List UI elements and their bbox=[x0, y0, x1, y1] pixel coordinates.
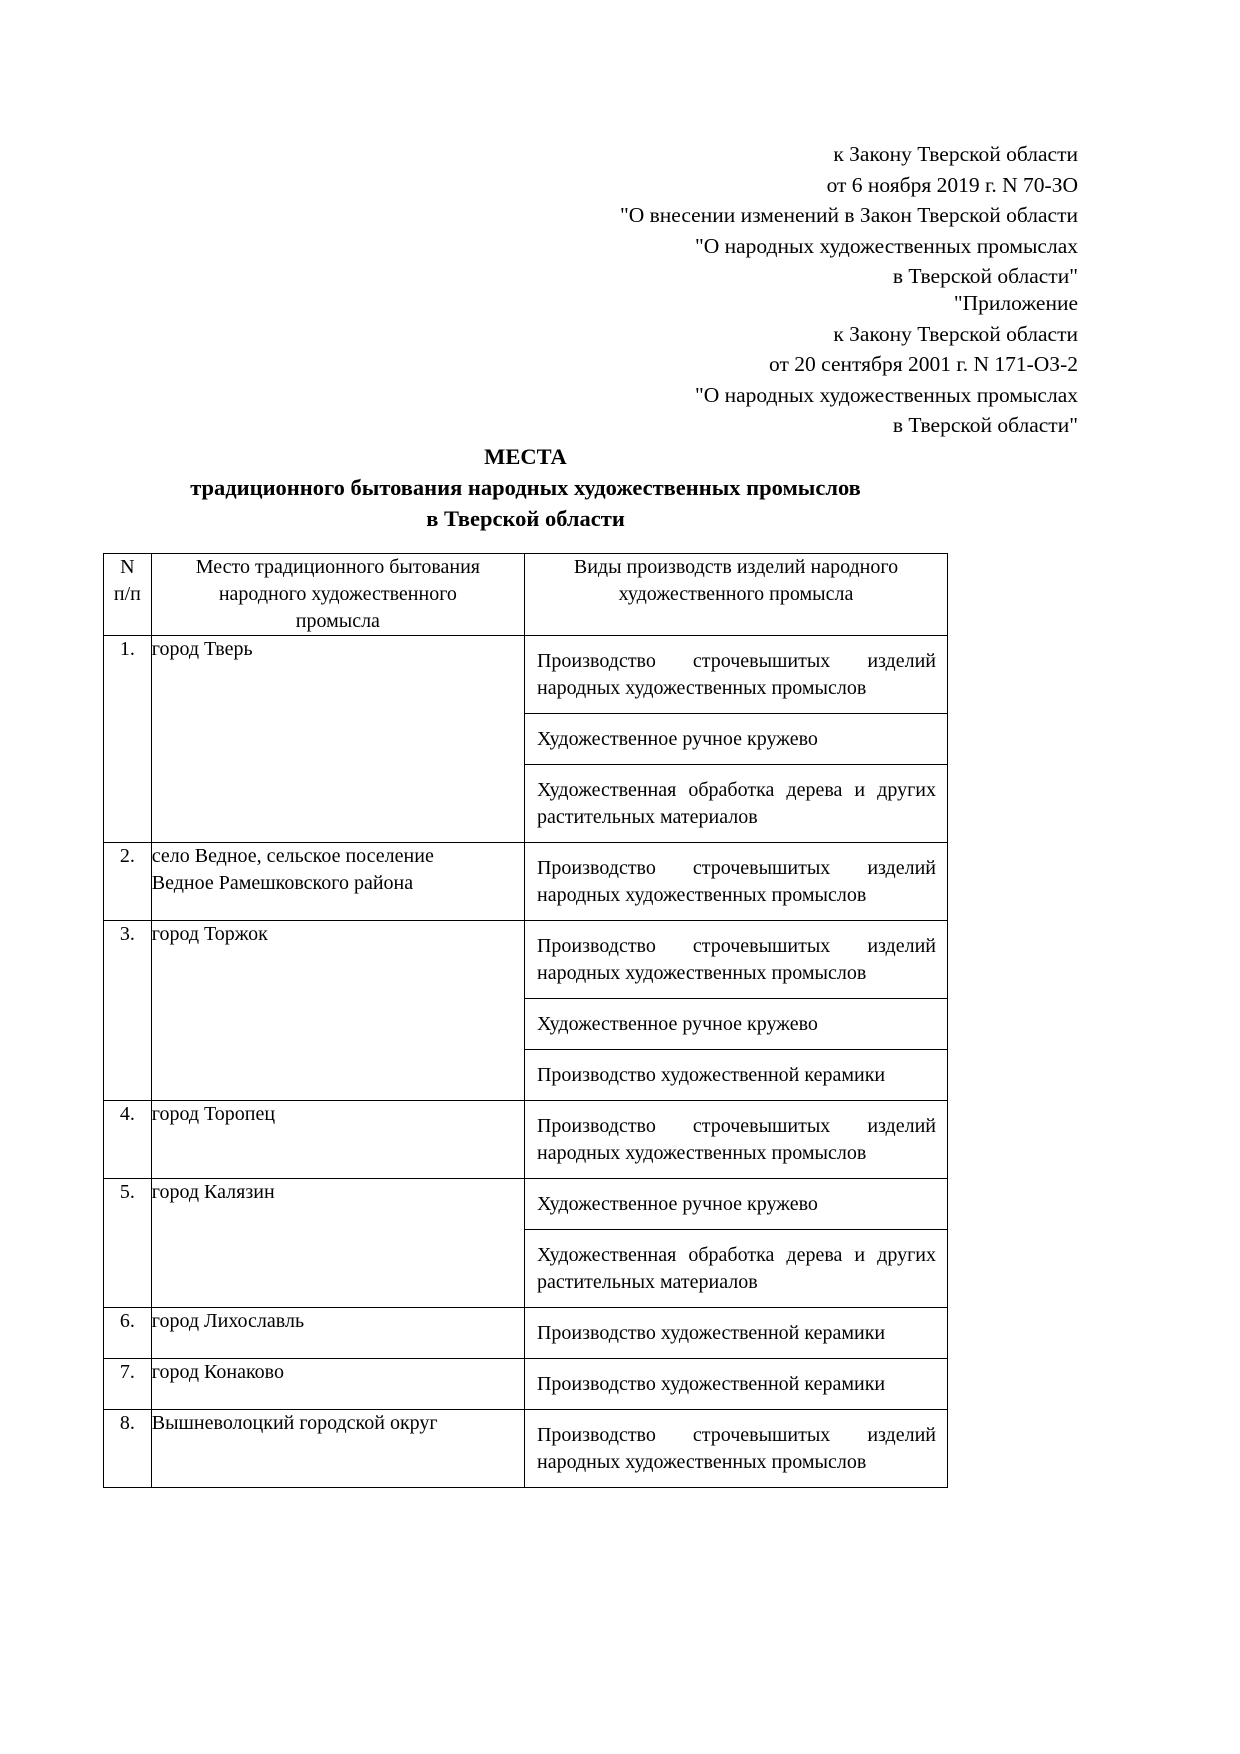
row-number-cell: 4. bbox=[104, 1101, 152, 1179]
document-title bbox=[103, 441, 948, 534]
kind-row bbox=[525, 1050, 947, 1101]
row-number-cell: 2. bbox=[104, 843, 152, 921]
column-header-line: Место традиционного бытования bbox=[195, 556, 480, 578]
place-cell bbox=[151, 1359, 524, 1410]
place-line: город Лихославль bbox=[151, 1310, 305, 1332]
table-header bbox=[104, 554, 948, 636]
kind-text: Художественная обработка дерева и других растительных материалов bbox=[536, 1244, 936, 1293]
kind-text: Производство художественной керамики bbox=[536, 1322, 886, 1344]
place-line: город Тверь bbox=[151, 638, 253, 660]
kind-row bbox=[525, 1410, 947, 1487]
kinds-cell bbox=[524, 843, 947, 921]
column-header-line: промысла bbox=[295, 610, 380, 632]
place-line: город Калязин bbox=[151, 1181, 275, 1203]
kinds-cell bbox=[524, 1410, 947, 1488]
kind-text: Производство художественной керамики bbox=[536, 1373, 886, 1395]
place-cell bbox=[151, 1179, 524, 1308]
column-header-number bbox=[104, 554, 152, 636]
kind-text: Производство строчевышитых изделий народных художественных промыслов bbox=[536, 857, 936, 906]
kind-row bbox=[525, 1101, 947, 1178]
table-row bbox=[104, 636, 948, 843]
kinds-cell bbox=[524, 1101, 947, 1179]
kind-text: Художественная обработка дерева и других растительных материалов bbox=[536, 779, 936, 828]
table-row bbox=[104, 1101, 948, 1179]
place-line: Вышневолоцкий городской округ bbox=[151, 1412, 438, 1434]
kinds-list bbox=[525, 1410, 947, 1487]
table-row bbox=[104, 1410, 948, 1488]
kinds-cell bbox=[524, 636, 947, 843]
kind-row bbox=[525, 1230, 947, 1308]
reference-line: в Тверской области" bbox=[892, 413, 1078, 437]
place-cell bbox=[151, 1410, 524, 1488]
kind-row bbox=[525, 921, 947, 999]
reference-line: от 6 ноября 2019 г. N 70-ЗО bbox=[826, 172, 1078, 197]
places-table bbox=[103, 553, 948, 1488]
place-cell bbox=[151, 921, 524, 1101]
kind-row bbox=[525, 714, 947, 765]
row-number-cell: 3. bbox=[104, 921, 152, 1101]
row-number-cell: 7. bbox=[104, 1359, 152, 1410]
kind-row bbox=[525, 636, 947, 714]
column-header-line: народного художественного bbox=[218, 583, 457, 605]
column-header-kind bbox=[524, 554, 947, 636]
place-line: село Ведное, сельское поселение bbox=[151, 845, 434, 867]
kind-text: Производство строчевышитых изделий народных художественных промыслов bbox=[525, 636, 947, 714]
kind-row bbox=[525, 1359, 947, 1409]
kind-row bbox=[525, 1179, 947, 1230]
place-cell bbox=[151, 1101, 524, 1179]
reference-line: в Тверской области" bbox=[892, 264, 1078, 288]
title-main: МЕСТА bbox=[484, 444, 567, 469]
reference-line: к Закону Тверской области bbox=[833, 321, 1078, 346]
table-row bbox=[104, 1359, 948, 1410]
row-number-cell: 1. bbox=[104, 636, 152, 843]
kind-text: Художественное ручное кружево bbox=[525, 714, 947, 765]
table-row bbox=[104, 1179, 948, 1308]
kind-text: Художественное ручное кружево bbox=[525, 999, 947, 1050]
column-header-line: N bbox=[120, 556, 135, 578]
kinds-list bbox=[525, 921, 947, 1100]
kinds-list bbox=[525, 1179, 947, 1307]
kinds-cell bbox=[524, 1359, 947, 1410]
table-row bbox=[104, 1308, 948, 1359]
kind-row bbox=[525, 999, 947, 1050]
row-number-cell: 6. bbox=[104, 1308, 152, 1359]
title-subline: традиционного бытования народных художественных промыслов bbox=[190, 475, 861, 500]
row-number-cell: 8. bbox=[104, 1410, 152, 1488]
reference-line: к Закону Тверской области bbox=[833, 142, 1078, 166]
reference-line: "О народных художественных промыслах bbox=[694, 233, 1078, 258]
reference-line: "О народных художественных промыслах bbox=[694, 382, 1078, 407]
kinds-cell bbox=[524, 1179, 947, 1308]
kind-row bbox=[525, 843, 947, 920]
appendix-reference bbox=[695, 288, 1078, 441]
table-row bbox=[104, 843, 948, 921]
table-header-row bbox=[104, 554, 948, 636]
kinds-list bbox=[525, 1101, 947, 1178]
reference-line: "О внесении изменений в Закон Тверской области bbox=[619, 203, 1078, 227]
kind-row bbox=[525, 765, 947, 843]
reference-line: от 20 сентября 2001 г. N 171-ОЗ-2 bbox=[769, 352, 1078, 376]
place-cell bbox=[151, 1308, 524, 1359]
kind-text: Производство строчевышитых изделий народных художественных промыслов bbox=[536, 1115, 936, 1164]
place-line: город Торжок bbox=[151, 923, 268, 945]
column-header-place bbox=[151, 554, 524, 636]
table-body bbox=[104, 636, 948, 1488]
place-cell bbox=[151, 843, 524, 921]
kinds-list bbox=[525, 1308, 947, 1358]
kinds-cell bbox=[524, 921, 947, 1101]
column-header-line: п/п bbox=[113, 583, 141, 605]
kind-text: Производство строчевышитых изделий народных художественных промыслов bbox=[536, 1424, 936, 1473]
title-subline: в Тверской области bbox=[426, 506, 625, 531]
amending-law-reference bbox=[620, 139, 1078, 292]
column-header-line: художественного промысла bbox=[618, 583, 854, 605]
kinds-list bbox=[525, 843, 947, 920]
kinds-list bbox=[525, 1359, 947, 1409]
place-line: город Торопец bbox=[151, 1103, 276, 1125]
kind-text: Производство строчевышитых изделий народных художественных промыслов bbox=[525, 921, 947, 999]
table-row bbox=[104, 921, 948, 1101]
place-cell bbox=[151, 636, 524, 843]
kinds-cell bbox=[524, 1308, 947, 1359]
row-number-cell: 5. bbox=[104, 1179, 152, 1308]
kind-text: Художественное ручное кружево bbox=[525, 1179, 947, 1230]
place-line: город Конаково bbox=[151, 1361, 284, 1383]
kinds-list bbox=[525, 636, 947, 842]
kind-text: Производство художественной керамики bbox=[536, 1064, 886, 1086]
reference-line: "Приложение bbox=[953, 291, 1078, 315]
kind-row bbox=[525, 1308, 947, 1358]
place-line: Ведное Рамешковского района bbox=[151, 872, 414, 894]
column-header-line: Виды производств изделий народного bbox=[573, 556, 899, 578]
